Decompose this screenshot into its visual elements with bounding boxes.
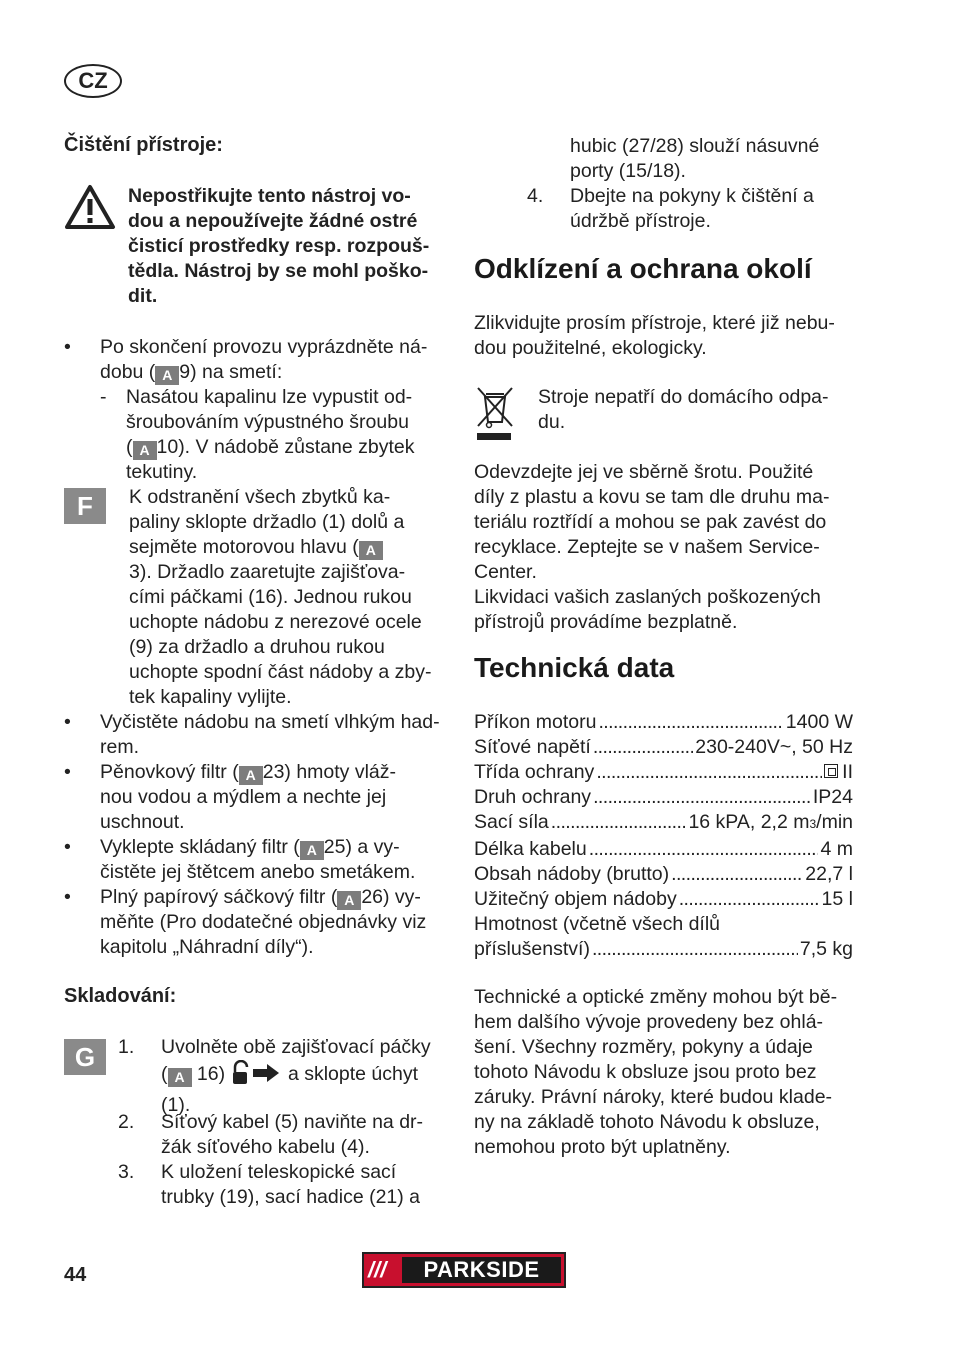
step-item: K uložení teleskopické sací trubky (19), sací hadice (21) a: [161, 1161, 421, 1208]
crossed-bin-icon: [474, 382, 516, 442]
figure-a-badge: A: [133, 441, 157, 460]
figure-a-badge: A: [155, 366, 179, 385]
protection-class-ii-icon: [824, 764, 838, 778]
changes-note: Technické a optické změny mohou být bě- hem dalšího vývoje provedeny bez ohlá- šení. Všechny rozměry, pokyny a údaje tohoto Návodu k obsluze jsou proto bez záruky. Právní nároky, které budou klade- ny na základě tohoto Návodu k obsluze, nemohou proto být uplatněny.: [474, 986, 838, 1158]
list-item: Vyklepte skládaný filtr ( A 25) a vy- čistěte jej štětcem anebo smetákem.: [100, 836, 416, 883]
logo-text: PARKSIDE: [402, 1257, 561, 1283]
spec-row: Délka kabelu . . . 4 m: [474, 837, 853, 862]
spec-table: [474, 710, 853, 962]
warning-text: Nepostřikujte tento nástroj vo- dou a nepoužívejte žádné ostré čisticí prostředky resp. rozpouš- tědla. Nástroj by se mohl poško- dit.: [128, 185, 430, 307]
spec-row: Síťové napětí . . . 230-240V~, 50 Hz: [474, 735, 853, 760]
section-tab-g: G: [64, 1039, 106, 1075]
language-badge: CZ: [64, 64, 122, 98]
warning-icon: [64, 184, 116, 230]
unlock-icon: [231, 1060, 283, 1093]
disposal-paragraph: Odevzdejte jej ve sběrně šrotu. Použité díly z plastu a kovu se tam dle druhu ma- teriálu roztřídí a mohou se pak zavést do recyklace. Zeptejte se v našem Service- Center. Likvidaci vašich zaslaných poškozených přístrojů provádíme bezplatně.: [474, 461, 830, 633]
step-item: Uvolněte obě zajišťovací páčky ( A 16) a sklopte úchyt (1).: [161, 1036, 431, 1116]
spec-row: příslušenství) . . . 7,5 kg: [474, 937, 853, 962]
figure-a-badge: A: [300, 841, 324, 860]
sub-dash: -: [100, 386, 107, 408]
f-paragraph: K odstranění všech zbytků ka- paliny sklopte držadlo (1) dolů a sejměte motorovou hlavu ( A 3). Držadlo zaaretujte zajišťova- cími páčkami (16). Jednou rukou uchopte nádobu z nerezové ocele (9) za držadlo a druhou rukou uchopte spodní část nádoby a zby- tek kapaliny vylijte.: [129, 486, 432, 708]
weee-note: Stroje nepatří do domácího odpa- du.: [538, 386, 829, 433]
sub-list-item: Nasátou kapalinu lze vypustit od- šroubováním výpustného šroubu ( A 10). V nádobě zůstane zbytek tekutiny.: [126, 386, 415, 483]
section-tab-f: F: [64, 488, 106, 524]
bullet-marker: •: [64, 336, 71, 358]
list-item: Vyčistěte nádobu na smetí vlhkým had- rem.: [100, 711, 440, 758]
tech-data-heading: Technická data: [474, 652, 675, 683]
step-continuation: hubic (27/28) slouží násuvné porty (15/18).: [570, 135, 820, 182]
spec-row: Třída ochrany . . . II: [474, 760, 853, 785]
parkside-logo: [362, 1252, 566, 1288]
figure-a-badge: A: [239, 766, 263, 785]
spec-row: Druh ochrany . . . IP24: [474, 785, 853, 810]
step-number: 4.: [527, 185, 544, 207]
bullet-marker: •: [64, 886, 71, 908]
logo-stripes: ///: [368, 1257, 387, 1282]
step-item: Dbejte na pokyny k čištění a údržbě přístroje.: [570, 185, 814, 232]
storage-heading: Skladování:: [64, 985, 177, 1007]
spec-row: Příkon motoru . . . 1400 W: [474, 710, 853, 735]
bullet-marker: •: [64, 761, 71, 783]
spec-row: Hmotnost (včetně všech dílů: [474, 913, 721, 935]
step-number: 3.: [118, 1161, 135, 1183]
figure-a-badge: A: [337, 891, 361, 910]
figure-a-badge: A: [168, 1068, 192, 1087]
page-number: 44: [64, 1264, 87, 1286]
list-item: Plný papírový sáčkový filtr ( A 26) vy- měňte (Pro dodatečné objednávky viz kapitolu „Náhradní díly“).: [100, 886, 427, 958]
spec-row: Užitečný objem nádoby . . . 15 l: [474, 887, 853, 912]
spec-row: Obsah nádoby (brutto) . . . 22,7 l: [474, 862, 853, 887]
list-item: Pěnovkový filtr ( A 23) hmoty vláž- nou vodou a mýdlem a nechte jej uschnout.: [100, 761, 397, 833]
bullet-marker: •: [64, 711, 71, 733]
step-item: Síťový kabel (5) naviňte na dr- žák síťového kabelu (4).: [161, 1111, 424, 1158]
step-number: 2.: [118, 1111, 135, 1133]
step-number: 1.: [118, 1036, 135, 1058]
cleaning-heading: Čištění přístroje:: [64, 134, 223, 156]
bullet-marker: •: [64, 836, 71, 858]
disposal-heading: Odklízení a ochrana okolí: [474, 253, 812, 284]
disposal-intro: Zlikvidujte prosím přístroje, které již nebu- dou použitelné, ekologicky.: [474, 312, 835, 359]
figure-a-badge: A: [359, 541, 383, 560]
list-item: Po skončení provozu vyprázdněte ná- dobu ( A 9) na smetí:: [100, 336, 428, 383]
spec-row: Sací síla . . . 16 kPA, 2,2 m 3 /min: [474, 810, 853, 837]
